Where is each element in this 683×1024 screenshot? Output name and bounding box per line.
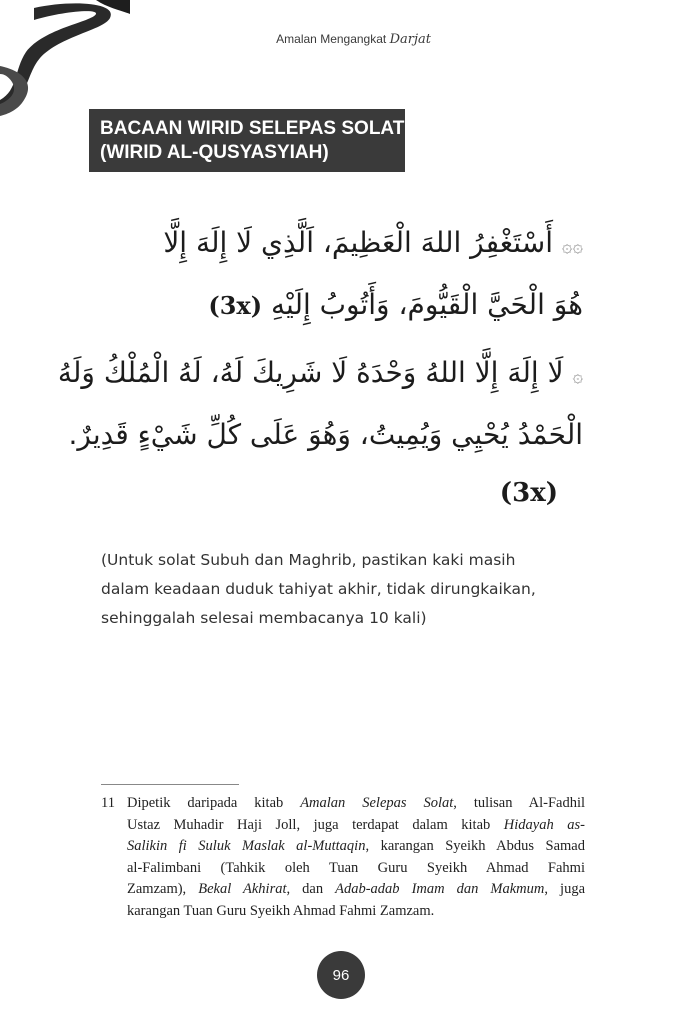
footnote-line: Dipetik daripada kitab Amalan Selepas Solat, tulisan Al-Fadhil: [127, 795, 585, 811]
instruction-note: [101, 546, 591, 633]
wirid-1-text-1: أَسْتَغْفِرُ اللهَ الْعَظِيمَ، اَلَّذِي لَا إِلَهَ إِلَّا: [163, 226, 553, 259]
section-title: [89, 109, 405, 172]
wirid-2-count: (3x): [499, 478, 558, 508]
footnote-line: Zamzam), Bekal Akhirat, dan Adab-adab Imam dan Makmum, juga: [127, 881, 586, 897]
ornament-icon: ۞۞: [561, 236, 583, 257]
wirid-2-line1: [57, 356, 583, 389]
note-line3: sehinggalah selesai membacanya 10 kali): [101, 609, 427, 627]
wirid-2-text-2: الْحَمْدُ يُحْيِي وَيُمِيتُ، وَهُوَ عَلَى كُلِّ شَيْءٍ قَدِيرٌ.: [68, 418, 583, 451]
wirid-1-line1: [103, 226, 583, 259]
running-header: [276, 32, 431, 47]
footnote-line: karangan Tuan Guru Syeikh Ahmad Fahmi Zamzam.: [127, 902, 435, 919]
footnote-number: 11: [101, 795, 115, 811]
footnote-line: al-Falimbani (Tahkik oleh Tuan Guru Syeikh Ahmad Fahmi: [127, 859, 585, 876]
decorative-ribbon: [0, 0, 130, 125]
ornament-icon: ۞: [572, 366, 583, 387]
wirid-2-text-1: لَا إِلَهَ إِلَّا اللهُ وَحْدَهُ لَا شَرِيكَ لَهُ، لَهُ الْمُلْكُ وَلَهُ: [57, 356, 564, 389]
wirid-2-line2: [68, 418, 583, 451]
note-line2: dalam keadaan duduk tahiyat akhir, tidak dirungkaikan,: [101, 580, 536, 598]
wirid-1-count: (3x): [208, 291, 263, 320]
wirid-1-line2: [103, 288, 583, 321]
wirid-1-text-2: هُوَ الْحَيَّ الْقَيُّومَ، وَأَتُوبُ إِلَيْهِ: [270, 288, 583, 321]
footnote-line: Ustaz Muhadir Haji Joll, juga terdapat dalam kitab Hidayah as-: [127, 816, 585, 833]
note-line1: (Untuk solat Subuh dan Maghrib, pastikan kaki masih: [101, 551, 516, 569]
page-number: 96: [317, 951, 365, 999]
footnote-line: Salikin fi Suluk Maslak al-Muttaqin, karangan Syeikh Abdus Samad: [127, 838, 585, 854]
running-title-script: Darjat: [389, 32, 431, 47]
section-title-line1: BACAAN WIRID SELEPAS SOLAT: [100, 118, 405, 139]
running-title: Amalan Mengangkat: [276, 32, 387, 46]
section-title-line2: (WIRID AL-QUSYASYIAH): [100, 142, 329, 163]
footnote-divider: [101, 784, 239, 785]
footnote: [101, 793, 585, 922]
